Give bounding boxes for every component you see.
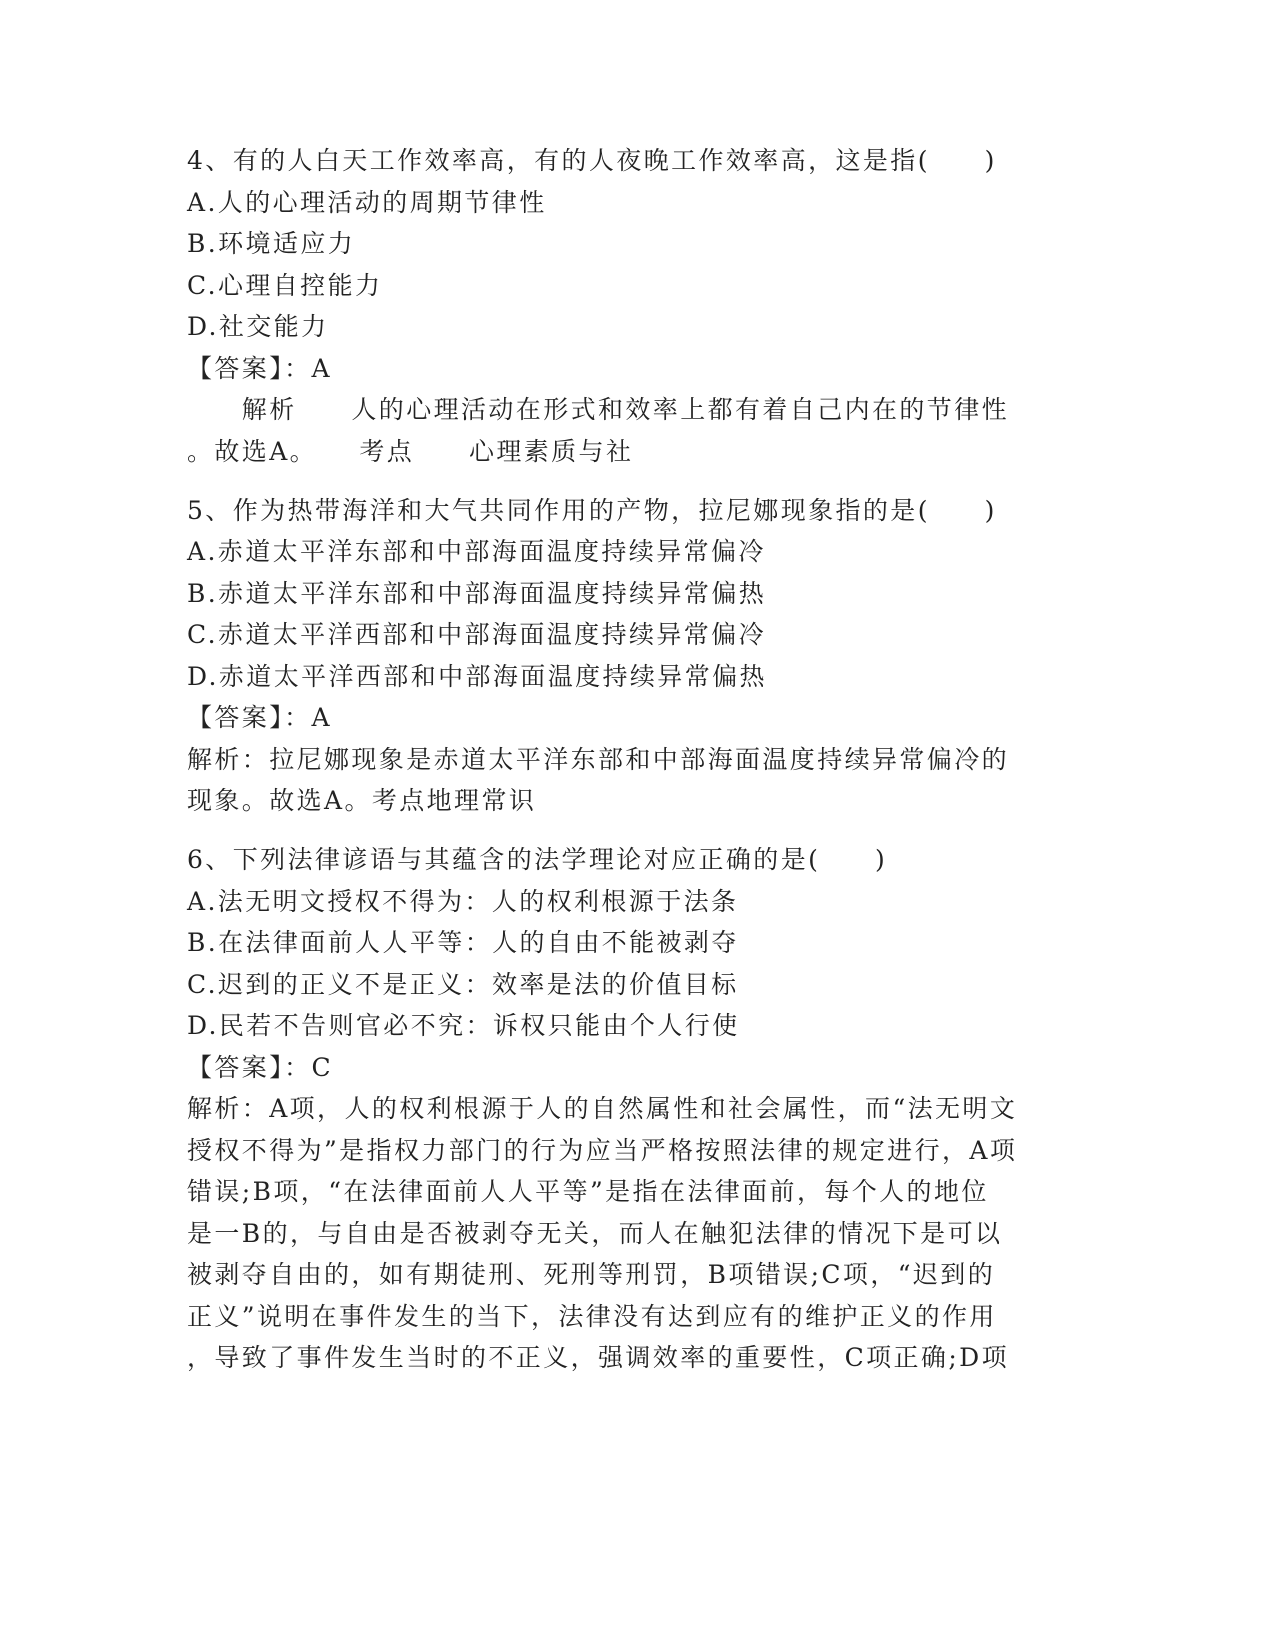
- option-d: D.社交能力: [187, 312, 329, 341]
- question-stem: 5、作为热带海洋和大气共同作用的产物，拉尼娜现象指的是( ): [187, 496, 997, 525]
- answer: 【答案】：C: [187, 1053, 334, 1082]
- analysis-line: 解析：拉尼娜现象是赤道太平洋东部和中部海面温度持续异常偏冷的: [187, 745, 1010, 774]
- analysis-line: 。故选A。 考点 心理素质与社: [187, 437, 634, 466]
- analysis-line: 解析：A项，人的权利根源于人的自然属性和社会属性，而“法无明文: [187, 1094, 1018, 1123]
- option-b: B.环境适应力: [187, 229, 356, 258]
- analysis-line: 授权不得为”是指权力部门的行为应当严格按照法律的规定进行，A项: [187, 1136, 1018, 1165]
- option-b: B.在法律面前人人平等：人的自由不能被剥夺: [187, 928, 739, 957]
- option-b: B.赤道太平洋东部和中部海面温度持续异常偏热: [187, 579, 767, 608]
- analysis-line: 被剥夺自由的，如有期徒刑、死刑等刑罚，B项错误;C项，“迟到的: [187, 1260, 996, 1289]
- answer: 【答案】：A: [187, 354, 332, 383]
- option-c: C.心理自控能力: [187, 271, 383, 300]
- option-a: A.人的心理活动的周期节律性: [187, 188, 547, 217]
- option-d: D.民若不告则官必不究：诉权只能由个人行使: [187, 1011, 740, 1040]
- analysis-line: 正义”说明在事件发生的当下，法律没有达到应有的维护正义的作用: [187, 1302, 997, 1331]
- answer: 【答案】：A: [187, 703, 332, 732]
- question-stem: 4、有的人白天工作效率高，有的人夜晚工作效率高，这是指( ): [187, 146, 997, 175]
- analysis-line: ，导致了事件发生当时的不正义，强调效率的重要性，C项正确;D项: [187, 1343, 1009, 1372]
- analysis-line: 现象。故选A。考点地理常识: [187, 786, 537, 815]
- option-c: C.赤道太平洋西部和中部海面温度持续异常偏冷: [187, 620, 766, 649]
- analysis-line: 解析 人的心理活动在形式和效率上都有着自己内在的节律性: [187, 395, 1010, 424]
- option-c: C.迟到的正义不是正义：效率是法的价值目标: [187, 970, 739, 999]
- question-stem: 6、下列法律谚语与其蕴含的法学理论对应正确的是( ): [187, 845, 888, 874]
- analysis-line: 是一B的，与自由是否被剥夺无关，而人在触犯法律的情况下是可以: [187, 1219, 1003, 1248]
- analysis-line: 错误;B项，“在法律面前人人平等”是指在法律面前，每个人的地位: [187, 1177, 989, 1206]
- option-d: D.赤道太平洋西部和中部海面温度持续异常偏热: [187, 662, 767, 691]
- option-a: A.赤道太平洋东部和中部海面温度持续异常偏冷: [187, 537, 766, 566]
- option-a: A.法无明文授权不得为：人的权利根源于法条: [187, 887, 739, 916]
